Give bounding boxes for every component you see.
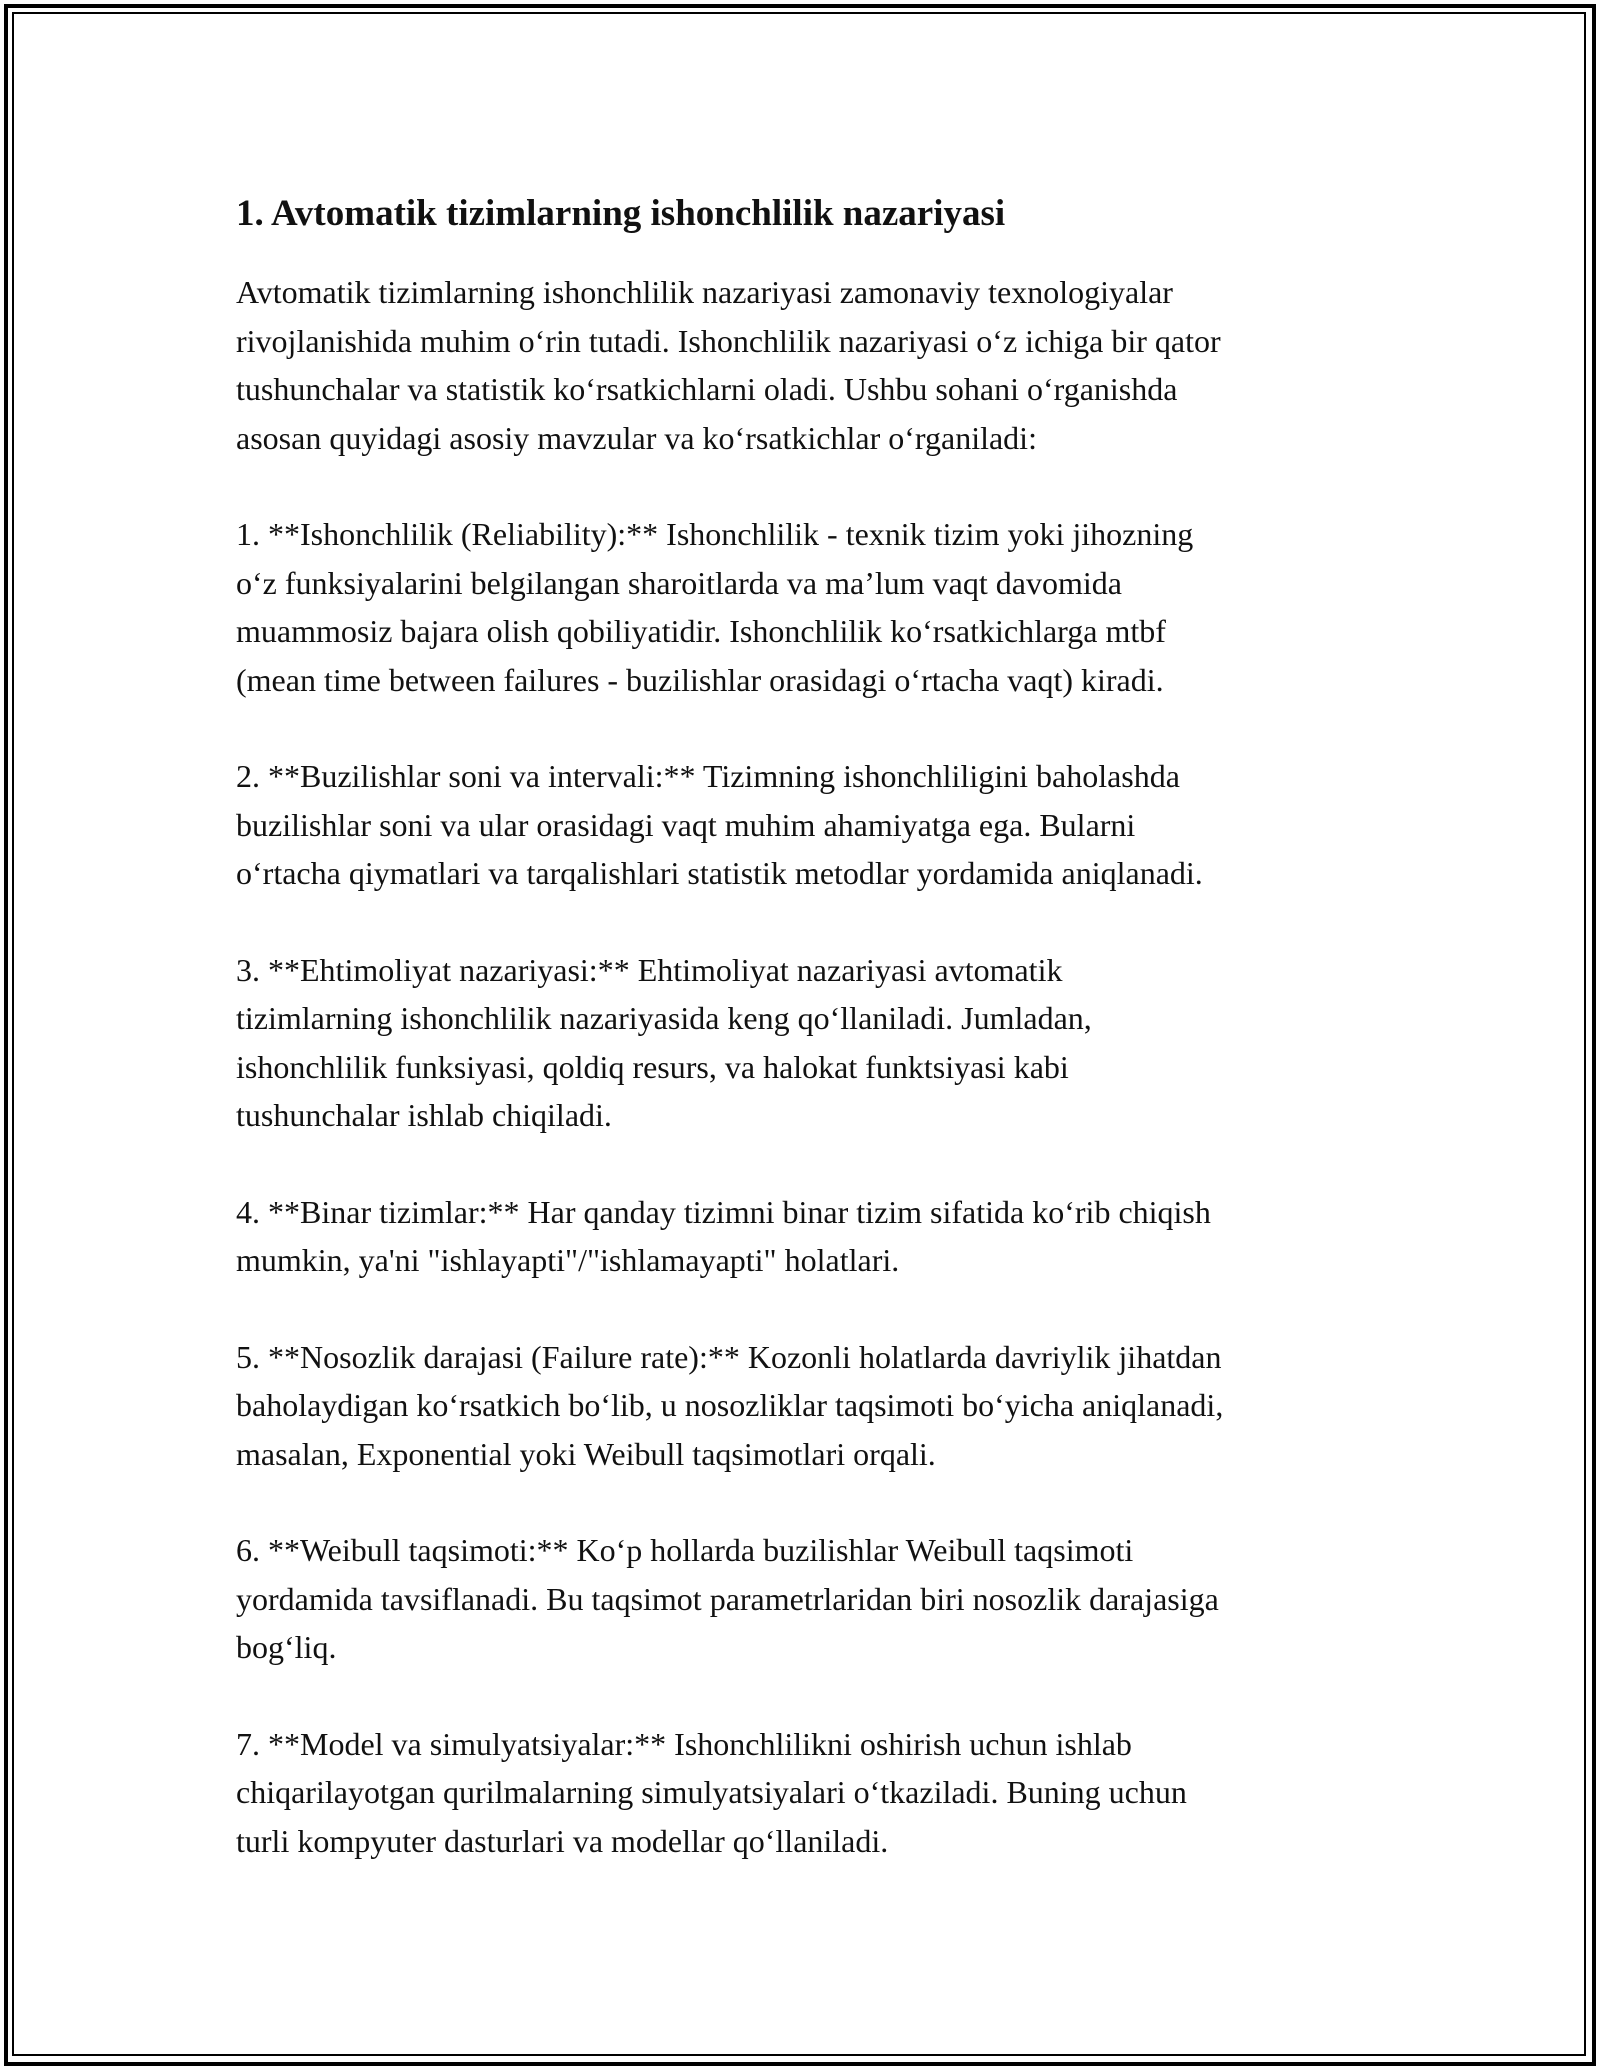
list-item-reliability: 1. **Ishonchlilik (Reliability):** Ishonchlilik - texnik tizim yoki jihozning oʻz funksiyalarini belgilangan sharoitlarda va ma’lum vaqt davomida muammosiz bajara olish qobiliyatidir. Ishonchlilik koʻrsatkichlarga mtbf (mean time between failures - buzilishlar orasidagi oʻrtacha vaqt) kiradi. (236, 516, 1194, 698)
list-item-failures-count: 2. **Buzilishlar soni va intervali:** Tizimning ishonchliligini baholashda buzilishlar soni va ular orasidagi vaqt muhim ahamiyatga ega. Bularni oʻrtacha qiymatlari va tarqalishlari statistik metodlar yordamida aniqlanadi. (236, 758, 1203, 891)
list-item-weibull: 6. **Weibull taqsimoti:** Koʻp hollarda buzilishlar Weibull taqsimoti yordamida tavsiflanadi. Bu taqsimot parametrlaridan biri nosozlik darajasiga bogʻliq. (236, 1532, 1219, 1665)
list-item-probability-theory: 3. **Ehtimoliyat nazariyasi:** Ehtimoliyat nazariyasi avtomatik tizimlarning ishonchlilik nazariyasida keng qoʻllaniladi. Jumladan, ishonchlilik funksiyasi, qoldiq resurs, va halokat funktsiyasi kabi tushunchalar ishlab chiqiladi. (236, 951, 1092, 1133)
list-item-models-simulations: 7. **Model va simulyatsiyalar:** Ishonchlilikni oshirish uchun ishlab chiqarilayotgan qurilmalarning simulyatsiyalari oʻtkaziladi. Buning uchun turli kompyuter dasturlari va modellar qoʻllaniladi. (236, 1725, 1187, 1859)
document-title: 1. Avtomatik tizimlarning ishonchlilik nazariyasi (236, 193, 1006, 234)
document-body (236, 190, 1396, 1913)
list-item-binary-systems: 4. **Binar tizimlar:** Har qanday tizimni binar tizim sifatida koʻrib chiqish mumkin, ya'ni "ishlayapti"/"ishlamayapti" holatlari. (236, 1193, 1211, 1278)
intro-paragraph: Avtomatik tizimlarning ishonchlilik nazariyasi zamonaviy texnologiyalar rivojlanishida muhim oʻrin tutadi. Ishonchlilik nazariyasi oʻz ichiga bir qator tushunchalar va statistik koʻrsatkichlarni oladi. Ushbu sohani oʻrganishda asosan quyidagi asosiy mavzular va koʻrsatkichlar oʻrganiladi: (236, 274, 1221, 456)
list-item-failure-rate: 5. **Nosozlik darajasi (Failure rate):** Kozonli holatlarda davriylik jihatdan baholaydigan koʻrsatkich boʻlib, u nosozliklar taqsimoti boʻyicha aniqlanadi, masalan, Exponential yoki Weibull taqsimotlari orqali. (236, 1338, 1224, 1472)
